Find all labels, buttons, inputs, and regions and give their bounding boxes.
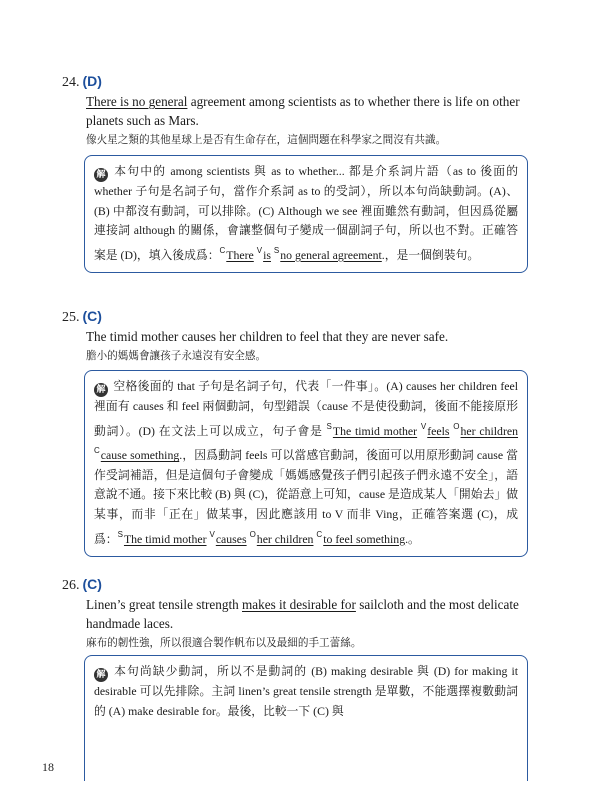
explanation-text: 本句中的 among scientists 與 as to whether... 都是介系詞片語（as to 後面的 whether 子句是名詞子句，當作介系詞 as to 的受詞），所以本句尚缺動詞。(A)、(B) 中都沒有動詞，可以排除。(C) Although we see 裡面雖然有動詞，但因爲從屬連接詞 although 的關係，會讓整個句子變成一個副詞子句，所以也不對。正確答案是 (D)，填入後成爲： [94,164,518,262]
question-26 [62,575,524,651]
clause-marker: V [420,421,427,431]
clause-marker: S [326,421,332,431]
explanation-text: 空格後面的 that 子句是名詞子句，代表「一件事」。(A) causes her children feel 裡面有 causes 和 feel 兩個動詞，句型錯誤（cause 不是使役動詞，後面不能接原形動詞）。(D) 在文法上可以成立，句子會是 [94,379,518,438]
clause-word: her children [256,531,314,546]
clause-marker: O [249,529,256,539]
clause-word: is [263,247,271,262]
english-sentence: There is no general agreement among scientists as to whether there is life on other planets such as Mars. [86,94,520,128]
clause-word: no general agreement [280,247,382,262]
question-number: 24. [62,75,80,90]
explanation-box-25: 解 空格後面的 that 子句是名詞子句，代表「一件事」。(A) causes her children feel 裡面有 causes 和 feel 兩個動詞，句型錯誤（cause 不是使役動詞，後面不能接原形動詞）。(D) 在文法上可以成立，句子會是 $^S$The timid mother $^V$feels $^O$her children $^C$cause something.，因爲動詞 feels 可以當感官動詞，後面可以用原形動詞 cause 當作受詞補語，但是這個句子會變成「媽媽感覺孩子們引起孩子們永遠不安全」，語意說不通。接下來比較 (B) 與 (C)，從語意上可知，cause 是造成某人「開始去」做某事，而非「正在」做某事，因此應該用 to V 而非 Ving，正確答案選 (C)，成爲：$^S$The timid mother $^V$causes $^O$her children $^C$to feel something.。 [84,370,528,557]
clause-word: to feel something [323,531,406,546]
explanation-badge-icon: 解 [94,383,108,397]
explanation-box-26 [84,655,528,781]
explanation-text: 本句尚缺少動詞，所以不是動詞的 (B) making desirable 與 (D) for making it desirable 可以先排除。主詞 linen’s great tensile strength 是單數，不能選擇複數動詞的 (A) make desirable for。最後，比較一下 (C) 與 [94,664,518,718]
clause-word: her children [460,423,519,438]
explanation-box-24: 解 本句中的 among scientists 與 as to whether... 都是介系詞片語（as to 後面的 whether 子句是名詞子句，當作介系詞 as to 的受詞），所以本句尚缺動詞。(A)、(B) 中都沒有動詞，可以排除。(C) Although we see 裡面雖然有動詞，但因爲從屬連接詞 although 的關係，會讓整個句子變成一個副詞子句，所以也不對。正確答案是 (D)，填入後成爲：$^C$There $^V$is $^S$no general agreement.，是一個倒裝句。 [84,155,528,273]
question-number: 25. [62,310,80,325]
clause-marker: S [117,529,123,539]
answer-label: (D) [82,73,102,89]
clause-word: The timid mother [332,423,418,438]
answer-label: (C) [82,308,102,324]
explanation-badge-icon: 解 [94,168,108,182]
clause-word: There [226,247,254,262]
clause-marker: V [256,245,263,255]
clause-word: The timid mother [123,531,207,546]
english-sentence: Linen’s great tensile strength makes it desirable for sailcloth and the most delicate handmade laces. [86,597,519,631]
page-number: 18 [42,760,54,774]
explanation-badge-icon: 解 [94,668,108,682]
english-sentence: The timid mother causes her children to feel that they are never safe. [86,329,449,344]
clause-word: causes [215,531,247,546]
underlined-phrase: There is no general [86,94,188,109]
clause-marker: C [219,245,226,255]
answer-label: (C) [82,576,102,592]
question-number: 26. [62,578,80,593]
clause-marker: C [94,446,100,456]
chinese-translation: 像火星之類的其他星球上是否有生命存在，這個問題在科學家之間沒有共識。 [86,134,447,146]
clause-marker: C [316,529,323,539]
underlined-phrase: makes it desirable for [242,597,356,612]
question-header [62,307,524,327]
clause-word: feels [427,423,450,438]
question-24 [62,72,524,148]
explanation-text-2: .，因爲動詞 feels 可以當感官動詞，後面可以用原形動詞 cause 當作受詞補語，但是這個句子會變成「媽媽感覺孩子們引起孩子們永遠不安全」，語意說不通。接下來比較 (B) 與 (C)，從語意上可知，cause 是造成某人「開始去」做某事，而非「正在」做某事，因此應該用 to V 而非 Ving，正確答案選 (C)，成爲： [94,448,518,546]
clause-marker: S [273,245,280,255]
chinese-translation: 膽小的媽媽會讓孩子永遠沒有安全感。 [86,350,267,362]
chinese-translation: 麻布的韌性強，所以很適合製作帆布以及最細的手工蕾絲。 [86,637,362,649]
question-header [62,72,524,92]
clause-marker: V [209,529,215,539]
question-25 [62,307,524,364]
clause-word: cause something [100,448,180,463]
question-header [62,575,524,595]
clause-marker: O [453,421,460,431]
